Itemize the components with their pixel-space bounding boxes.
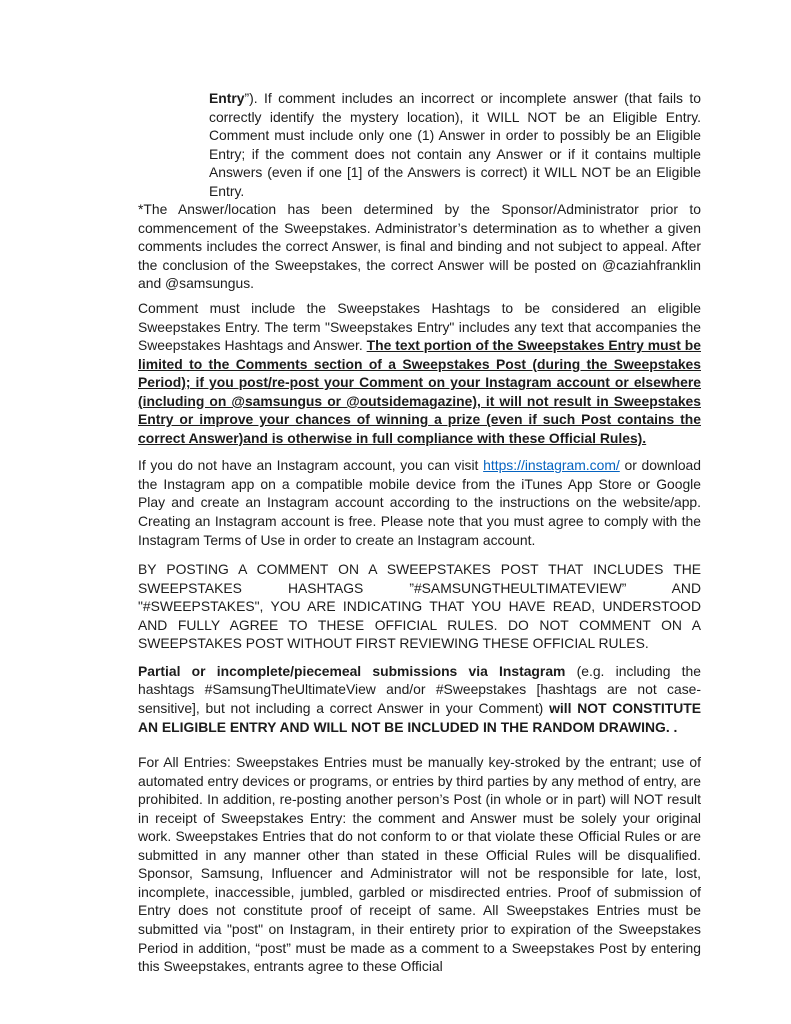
text-run: If you do not have an Instagram account, you can visit xyxy=(138,457,484,474)
paragraph-hashtags-requirement xyxy=(138,299,701,447)
paragraph-instagram-account-info xyxy=(138,456,701,549)
paragraph-answer-determination-note xyxy=(138,200,701,293)
text-run: Partial or incomplete/piecemeal submissions via Instagram xyxy=(138,662,577,679)
text-run: Comment must include the Sweepstakes Hashtags to be considered an eligible Sweepstakes Entry. The term "Sweepstakes Entry" includes any text that accompanies the Sweepstakes Hashtags and Answer. xyxy=(138,300,701,354)
instagram-link[interactable]: https://instagram.com/ xyxy=(483,457,620,474)
text-run: BY POSTING A COMMENT ON A SWEEPSTAKES POST THAT INCLUDES THE SWEEPSTAKES HASHTAGS ”#SAMSUNGTHEULTIMATEVIEW” AND "#SWEEPSTAKES", YOU ARE INDICATING THAT YOU HAVE READ, UNDERSTOOD AND FULLY AGREE TO THESE OFFICIAL RULES. DO NOT COMMENT ON A SWEEPSTAKES POST WITHOUT FIRST REVIEWING THESE OFFICIAL RULES. xyxy=(138,561,701,652)
text-run: or download the Instagram app on a compatible mobile device from the iTunes App Store or Google Play and create an Instagram account according to the instructions on the website/app. Creating an Instagram account is free. Please note that you must agree to comply with the Instagram Terms of Use in order to create an Instagram account. xyxy=(138,457,701,548)
text-run: ”). If comment includes an incorrect or incomplete answer (that fails to correctly identify the mystery location), it WILL NOT be an Eligible Entry. Comment must include only one (1) Answer in order to possibly be an Eligible Entry; if the comment does not contain any Answer or if it contains multiple Answers (even if one [1] of the Answers is correct) it WILL NOT be an Eligible Entry. xyxy=(209,90,701,199)
paragraph-partial-submissions-clause xyxy=(138,662,701,736)
text-run: (e.g. including the hashtags #SamsungTheUltimateView and/or #Sweepstakes [hashtags are not case-sensitive], but not including a correct Answer in your Comment) xyxy=(138,662,701,716)
paragraph-eligible-entry-clause xyxy=(138,89,701,200)
text-run: Entry xyxy=(209,90,245,106)
text-run: For All Entries: Sweepstakes Entries must be manually key-stroked by the entrant; use of automated entry devices or programs, or entries by third parties by any method of entry, are prohibited. In addition, re-posting another person’s Post (in whole or in part) will NOT result in receipt of Sweepstakes Entry: the comment and Answer must be solely your original work. Sweepstakes Entries that do not conform to or that violate these Official Rules or are submitted in any manner other than stated in these Official Rules will be disqualified. Sponsor, Samsung, Influencer and Administrator will not be responsible for late, lost, incomplete, inaccessible, jumbled, garbled or misdirected entries. Proof of submission of Entry does not constitute proof of receipt of same. All Sweepstakes Entries must be submitted via "post" on Instagram, in their entirety prior to expiration of the Sweepstakes Period in addition, “post” must be made as a comment to a Sweepstakes Post by entering this Sweepstakes, entrants agree to these Official xyxy=(138,754,701,975)
paragraph-posting-agreement-notice xyxy=(138,560,701,653)
text-run: will NOT CONSTITUTE AN ELIGIBLE ENTRY AND WILL NOT BE INCLUDED IN THE RANDOM DRAWING. . xyxy=(138,699,701,735)
text-run: *The Answer/location has been determined by the Sponsor/Administrator prior to commencement of the Sweepstakes. Administrator’s determination as to whether a given comments includes the correct Answer, is final and binding and not subject to appeal. After the conclusion of the Sweepstakes, the correct Answer will be posted on @caziahfranklin and @samsungus. xyxy=(138,201,701,292)
paragraph-for-all-entries-clause xyxy=(138,753,701,976)
text-run: The text portion of the Sweepstakes Entry must be limited to the Comments section of a Sweepstakes Post (during the Sweepstakes Period); if you post/re-post your Comment on your Instagram account or elsewhere (including on @samsungus or @outsidemagazine), it will not result in Sweepstakes Entry or improve your chances of winning a prize (even if such Post contains the correct Answer)and is otherwise in full compliance with these Official Rules). xyxy=(138,337,701,446)
document-body xyxy=(138,89,701,976)
